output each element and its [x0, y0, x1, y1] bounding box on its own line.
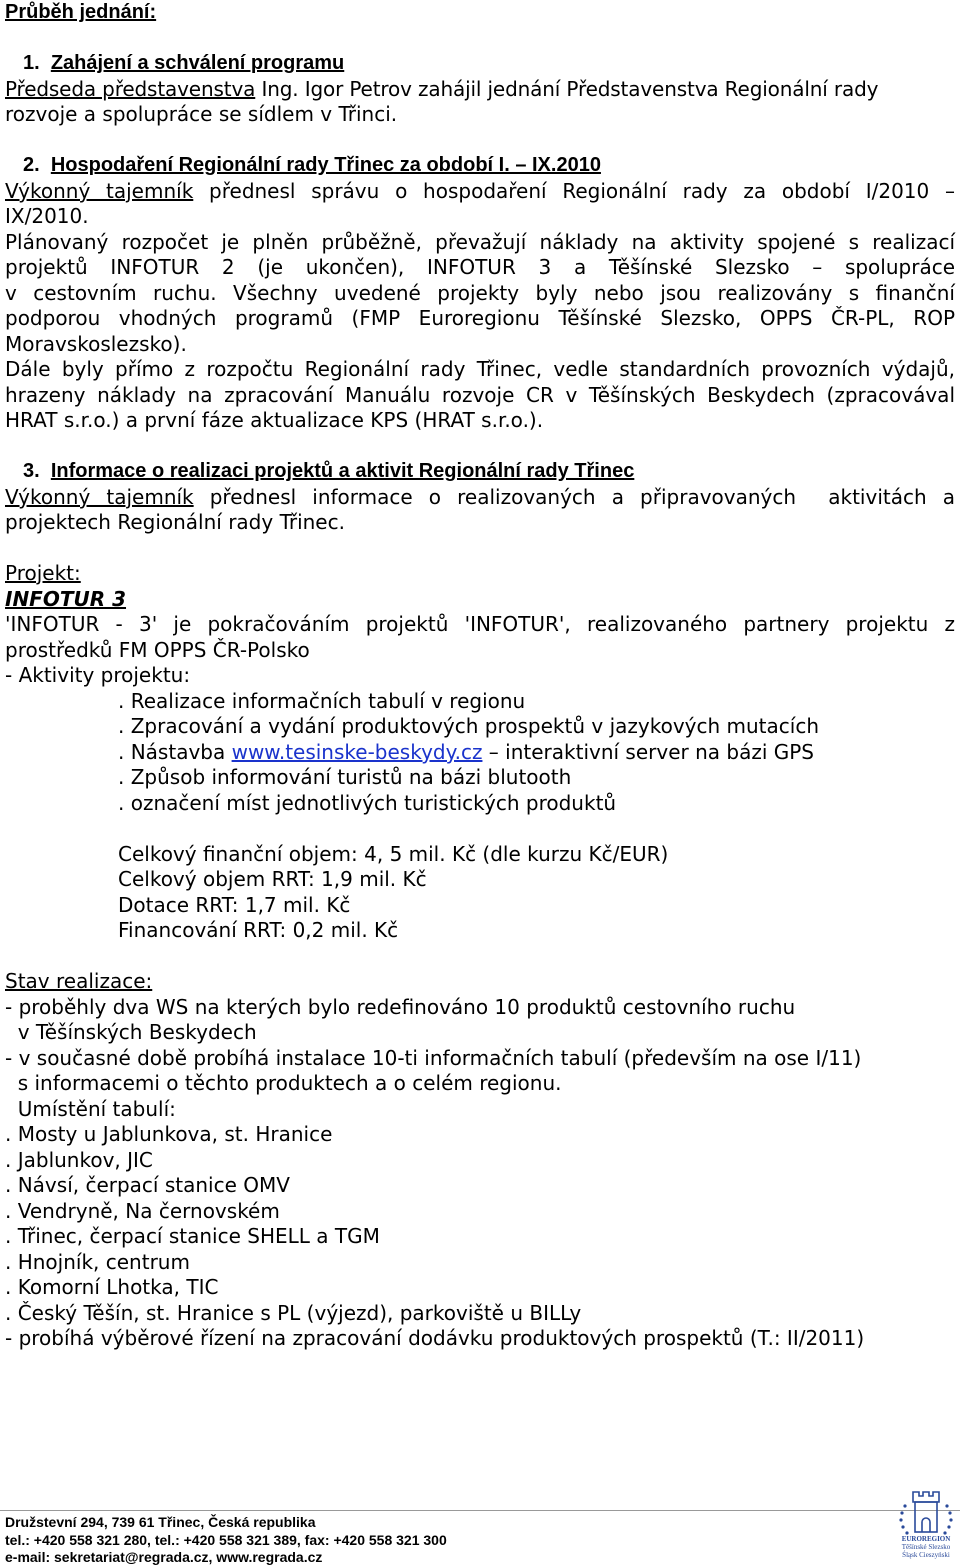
location-item: . Komorní Lhotka, TIC: [5, 1275, 219, 1299]
activity-suffix: – interaktivní server na bázi GPS: [482, 740, 815, 764]
section-1-heading: [23, 51, 344, 76]
section-2-line-2: IX/2010.: [5, 204, 89, 228]
section-1-title: Zahájení a schválení programu: [50, 52, 345, 74]
status-line: s informacemi o těchto produktech a o celém regionu.: [5, 1071, 562, 1095]
website-link[interactable]: www.tesinske-beskydy.cz: [231, 740, 483, 764]
location-item: . Hnojník, centrum: [5, 1250, 190, 1274]
footer-address: Družstevní 294, 739 61 Třinec, Česká republika: [5, 1514, 316, 1530]
logo-text-2: Těšínské Slezsko: [901, 1543, 951, 1551]
status-line: Umístění tabulí:: [5, 1097, 176, 1121]
section-3-line-2: projektech Regionální rady Třinec.: [5, 510, 345, 534]
section-2-line-7: Moravskoslezsko).: [5, 332, 187, 356]
section-3-text: přednesl informace o realizovaných a připravovaných aktivitách a: [193, 485, 956, 509]
project-name: INFOTUR 3: [5, 587, 127, 611]
status-line: - proběhly dva WS na kterých bylo redefinováno 10 produktů cestovního ruchu: [5, 995, 796, 1019]
finance-total: Celkový finanční objem: 4, 5 mil. Kč (dle kurzu Kč/EUR): [118, 842, 669, 866]
section-1-text: Ing. Igor Petrov zahájil jednání Představenstva Regionální rady: [255, 77, 879, 101]
project-description-1: 'INFOTUR - 3' je pokračováním projektů 'INFOTUR', realizovaného partnery projektu z: [5, 612, 955, 636]
location-item: . Návsí, čerpací stanice OMV: [5, 1173, 290, 1197]
section-2-line-10: HRAT s.r.o.) a první fáze aktualizace KPS (HRAT s.r.o.).: [5, 408, 544, 432]
section-3-title: Informace o realizaci projektů a aktivit Regionální rady Třinec: [50, 460, 635, 482]
section-3-heading: [23, 459, 634, 484]
section-2-line-8: Dále byly přímo z rozpočtu Regionální rady Třinec, vedle standardních provozních výdajů,: [5, 357, 955, 381]
section-1-line-1: [5, 77, 878, 102]
footer-contact: e-mail: sekretariat@regrada.cz, www.regrada.cz: [5, 1549, 323, 1565]
project-label: Projekt:: [5, 561, 81, 585]
footer-divider: [0, 1510, 960, 1511]
activities-label: - Aktivity projektu:: [5, 663, 191, 687]
section-3-number: 3.: [23, 460, 40, 482]
activity-item-web: [118, 740, 814, 765]
finance-subsidy: Dotace RRT: 1,7 mil. Kč: [118, 893, 351, 917]
secretary-role: Výkonný tajemník: [5, 485, 194, 509]
logo-text-1: EUROREGION: [901, 1535, 951, 1543]
section-1-line-2: rozvoje a spolupráce se sídlem v Třinci.: [5, 102, 398, 126]
section-2-text: přednesl správu o hospodaření Regionální rady za období I/2010 –: [193, 179, 955, 203]
footer-phones: tel.: +420 558 321 280, tel.: +420 558 321 389, fax: +420 558 321 300: [5, 1532, 447, 1548]
location-item: . Mosty u Jablunkova, st. Hranice: [5, 1122, 333, 1146]
activity-item: . Způsob informování turistů na bázi blutooth: [118, 765, 572, 789]
project-description-2: prostředků FM OPPS ČR-Polsko: [5, 638, 310, 662]
chairman-role: Předseda představenstva: [5, 77, 256, 101]
activity-item: . Realizace informačních tabulí v regionu: [118, 689, 526, 713]
section-2-line-1: [5, 179, 955, 204]
logo-text-3: Śląsk Cieszyński: [902, 1551, 950, 1559]
location-item: . Třinec, čerpací stanice SHELL a TGM: [5, 1224, 380, 1248]
secretary-role: Výkonný tajemník: [5, 179, 194, 203]
section-2-title: Hospodaření Regionální rady Třinec za období I. – IX.2010: [50, 154, 601, 176]
section-2-number: 2.: [23, 154, 40, 176]
finance-funding: Financování RRT: 0,2 mil. Kč: [118, 918, 399, 942]
location-item: . Jablunkov, JIC: [5, 1148, 153, 1172]
section-2-line-3: Plánovaný rozpočet je plněn průběžně, převažují náklady na aktivity spojené s realizací: [5, 230, 955, 254]
activity-item: . Zpracování a vydání produktových prospektů v jazykových mutacích: [118, 714, 819, 738]
section-2-heading: [23, 153, 601, 178]
section-2-line-6: podporou vhodných programů (FMP Euroregionu Těšínské Slezsko, OPPS ČR-PL, ROP: [5, 306, 955, 330]
section-1-number: 1.: [23, 52, 40, 74]
section-3-line-1: [5, 485, 955, 510]
status-line: - probíhá výběrové řízení na zpracování dodávku produktových prospektů (T.: II/2011): [5, 1326, 865, 1350]
status-line: v Těšínských Beskydech: [5, 1020, 257, 1044]
section-2-line-4: projektů INFOTUR 2 (je ukončen), INFOTUR 3 a Těšínské Slezsko – spolupráce: [5, 255, 955, 279]
section-2-line-5: v cestovním ruchu. Všechny uvedené projekty byly nebo jsou realizovány s finanční: [5, 281, 955, 305]
finance-rrt-total: Celkový objem RRT: 1,9 mil. Kč: [118, 867, 427, 891]
status-line: - v současné době probíhá instalace 10-ti informačních tabulí (především na ose I/11): [5, 1046, 862, 1070]
activity-item: . označení míst jednotlivých turistických produktů: [118, 791, 617, 815]
page-heading: Průběh jednání:: [5, 1, 157, 23]
activity-prefix: . Nástavba: [118, 740, 232, 764]
section-2-line-9: hrazeny náklady na zpracování Manuálu rozvoje CR v Těšínských Beskydech (zpracovával: [5, 383, 955, 407]
location-item: . Český Těšín, st. Hranice s PL (výjezd), parkoviště u BILLy: [5, 1301, 582, 1325]
status-label: Stav realizace:: [5, 969, 153, 993]
location-item: . Vendryně, Na černovském: [5, 1199, 280, 1223]
